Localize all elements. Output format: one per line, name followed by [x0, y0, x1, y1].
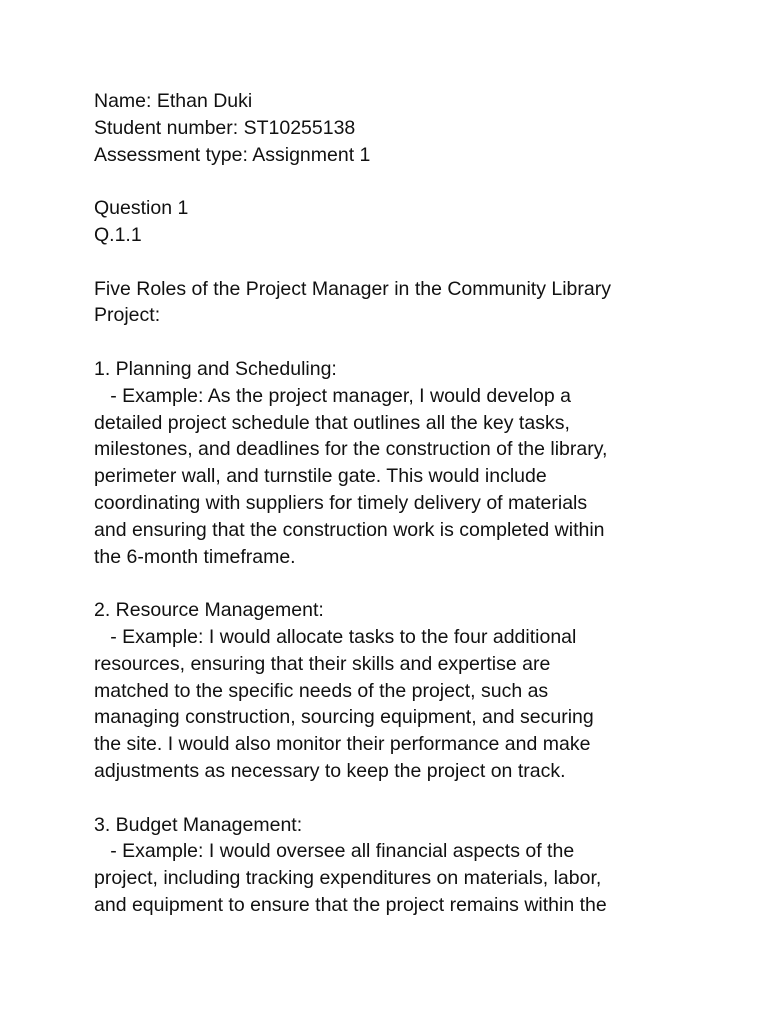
blank-line	[94, 785, 694, 812]
student-name: Name: Ethan Duki	[94, 90, 253, 112]
role-text-line: - Example: I would oversee all financial aspects of the	[94, 840, 575, 863]
role-text-line: matched to the specific needs of the project, such as	[94, 679, 549, 702]
role-text-line: the site. I would also monitor their performance and make	[94, 733, 591, 756]
role-heading: 3. Budget Management:	[94, 813, 303, 836]
assessment-type: Assessment type: Assignment 1	[94, 143, 371, 166]
role-text-line: adjustments as necessary to keep the project on track.	[94, 759, 566, 782]
role-text-line: milestones, and deadlines for the construction of the library,	[94, 438, 608, 461]
role-text-line: the 6-month timeframe.	[94, 545, 296, 568]
role-text-line: perimeter wall, and turnstile gate. This would include	[94, 465, 547, 488]
intro-line: Project:	[94, 304, 161, 327]
blank-line	[94, 570, 694, 597]
intro-line: Five Roles of the Project Manager in the Community Library	[94, 277, 611, 300]
blank-line	[94, 168, 694, 195]
role-text-line: resources, ensuring that their skills and expertise are	[94, 652, 551, 675]
role-heading: 1. Planning and Scheduling:	[94, 357, 337, 380]
blank-line	[94, 329, 694, 356]
role-heading: 2. Resource Management:	[94, 599, 324, 622]
question-title: Question 1	[94, 197, 189, 220]
question-subnumber: Q.1.1	[94, 223, 142, 246]
role-text-line: managing construction, sourcing equipment, and securing	[94, 706, 594, 729]
student-number: Student number: ST10255138	[94, 116, 356, 139]
role-text-line: coordinating with suppliers for timely delivery of materials	[94, 491, 588, 514]
blank-line	[94, 249, 694, 276]
role-text-line: and equipment to ensure that the project remains within the	[94, 893, 607, 916]
role-text-line: and ensuring that the construction work is completed within	[94, 518, 605, 541]
role-text-line: project, including tracking expenditures on materials, labor,	[94, 867, 602, 890]
role-text-line: - Example: I would allocate tasks to the four additional	[94, 625, 577, 648]
document-body	[94, 88, 694, 919]
role-text-line: detailed project schedule that outlines all the key tasks,	[94, 411, 570, 434]
role-text-line: - Example: As the project manager, I would develop a	[94, 384, 571, 407]
